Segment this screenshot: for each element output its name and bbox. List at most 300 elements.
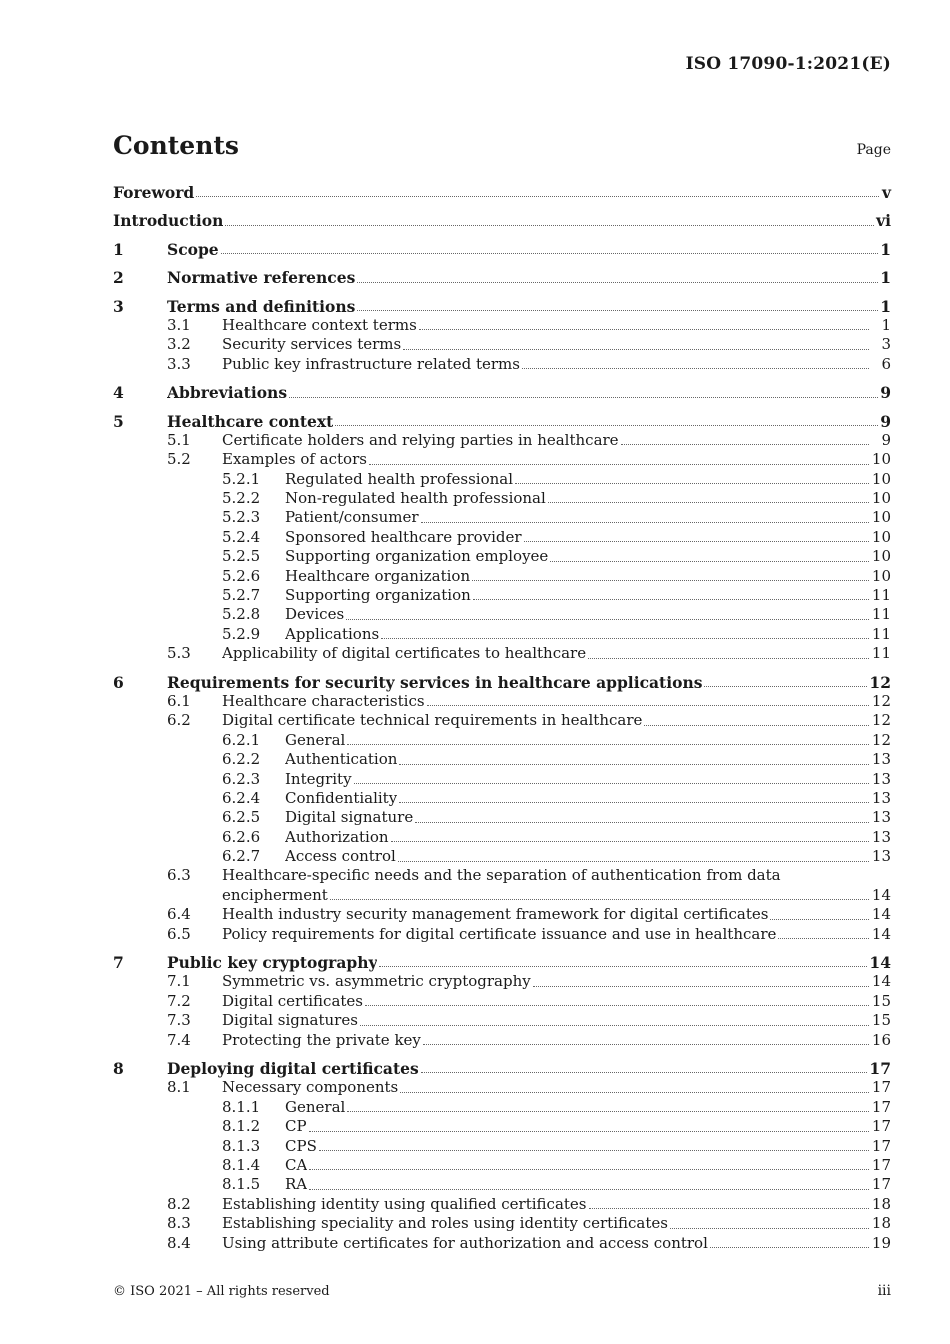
toc-entry-title: Terms and definitions	[167, 296, 356, 316]
toc-entry[interactable]	[113, 905, 891, 924]
toc-entry-title: Integrity	[285, 769, 352, 788]
toc-entry-number: 8.1.4	[222, 1155, 261, 1174]
toc-entry[interactable]	[113, 1059, 891, 1078]
toc-leader-dots	[346, 619, 869, 620]
toc-entry-title: Public key cryptography	[167, 953, 378, 973]
toc-leader-dots	[427, 705, 869, 706]
toc-entry-number-cell	[113, 808, 285, 827]
toc-entry[interactable]	[113, 750, 891, 769]
toc-entry-number-cell	[113, 953, 167, 972]
toc-entry[interactable]	[113, 183, 891, 202]
toc-leader-dots	[289, 397, 878, 398]
toc-entry-page: 14	[871, 885, 891, 904]
toc-entry-number-cell	[113, 625, 285, 644]
toc-entry-number: 4	[113, 383, 124, 403]
toc-entry-page: 14	[871, 924, 891, 943]
toc-entry-title: Devices	[285, 605, 345, 624]
toc-entry-number-cell	[113, 528, 285, 547]
toc-entry-number: 3.3	[167, 354, 191, 373]
toc-entry-page: 12	[871, 691, 891, 710]
toc-entry-page: 10	[871, 450, 891, 469]
toc-entry-page: v	[881, 182, 891, 202]
toc-entry-number-cell	[113, 1098, 285, 1117]
toc-leader-dots	[589, 1208, 870, 1209]
toc-entry-number: 8.1.5	[222, 1175, 261, 1194]
toc-leader-dots	[588, 658, 869, 659]
toc-entry-title: Establishing identity using qualified certificates	[222, 1194, 587, 1213]
toc-leader-dots	[360, 1025, 869, 1026]
toc-entry-page: 14	[871, 972, 891, 991]
toc-entry-number: 7.1	[167, 972, 191, 991]
toc-entry[interactable]	[113, 268, 891, 287]
toc-entry-title: Digital signature	[285, 808, 414, 827]
toc-leader-dots	[704, 686, 867, 687]
toc-entry-title: Digital certificate technical requirements in healthcare	[222, 711, 643, 730]
toc-entry-page: 13	[871, 750, 891, 769]
toc-entry-page: 17	[871, 1078, 891, 1097]
toc-leader-dots	[347, 1111, 869, 1112]
toc-entry-number: 7.2	[167, 991, 191, 1010]
toc-entry[interactable]	[113, 508, 891, 527]
toc-entry-number: 6.2.2	[222, 750, 261, 769]
toc-entry-number-cell	[113, 789, 285, 808]
toc-entry-title: Healthcare-specific needs and the separation of authentication from data	[222, 866, 781, 885]
toc-leader-dots	[670, 1228, 869, 1229]
toc-entry-title: Healthcare context terms	[222, 315, 417, 334]
toc-entry-title: Using attribute certificates for authorization and access control	[222, 1233, 708, 1252]
toc-entry-number-cell	[113, 1117, 285, 1136]
toc-leader-dots	[335, 425, 878, 426]
toc-entry-page: 16	[871, 1030, 891, 1049]
toc-entry[interactable]	[113, 1195, 891, 1214]
toc-leader-dots	[379, 966, 867, 967]
toc-entry[interactable]	[113, 412, 891, 431]
toc-leader-dots	[309, 1131, 869, 1132]
toc-entry[interactable]	[113, 886, 891, 905]
page-column-label: Page	[856, 142, 891, 158]
toc-leader-dots	[548, 502, 869, 503]
toc-entry-page: 18	[871, 1194, 891, 1213]
toc-entry-number: 8.1.3	[222, 1136, 261, 1155]
toc-entry-number: 8.1.2	[222, 1117, 261, 1136]
toc-entry-title: Public key infrastructure related terms	[222, 354, 520, 373]
toc-entry-page: 11	[871, 644, 891, 663]
toc-entry-page: 15	[871, 1011, 891, 1030]
toc-entry-title: Scope	[167, 239, 219, 259]
toc-entry-title: Sponsored healthcare provider	[285, 527, 522, 546]
toc-entry-number-cell	[113, 470, 285, 489]
toc-entry-title: Applications	[285, 624, 380, 643]
toc-leader-dots	[391, 841, 869, 842]
toc-entry[interactable]	[113, 450, 891, 469]
toc-entry-title: Certificate holders and relying parties in healthcare	[222, 430, 619, 449]
toc-entry-number: 3.2	[167, 335, 191, 354]
toc-leader-dots	[423, 1044, 869, 1045]
toc-entry-page: vi	[876, 211, 891, 231]
toc-entry[interactable]	[113, 1175, 891, 1194]
toc-entry-number: 6.2.4	[222, 788, 261, 807]
toc-entry-number-cell	[113, 605, 285, 624]
toc-entry-number-cell	[113, 828, 285, 847]
toc-entry-number-cell	[113, 489, 285, 508]
toc-entry-number: 2	[113, 268, 124, 288]
toc-entry-number: 6.3	[167, 866, 191, 885]
toc-leader-dots	[400, 1092, 869, 1093]
toc-entry-title: Authentication	[285, 750, 398, 769]
toc-entry-title: Supporting organization	[285, 586, 471, 605]
toc-leader-dots	[309, 1189, 869, 1190]
toc-entry-page: 13	[871, 769, 891, 788]
toc-entry-number-cell	[113, 431, 222, 450]
toc-entry[interactable]	[113, 1234, 891, 1253]
toc-entry-number-cell	[113, 1195, 222, 1214]
toc-entry-page: 10	[871, 566, 891, 585]
toc-leader-dots	[524, 541, 869, 542]
toc-entry-title: Health industry security management framework for digital certificates	[222, 905, 769, 924]
toc-entry-number: 5.1	[167, 430, 191, 449]
toc-entry-page: 15	[871, 991, 891, 1010]
toc-entry-number: 6.2.5	[222, 808, 261, 827]
toc-entry-page: 17	[871, 1175, 891, 1194]
toc-entry-number-cell	[113, 972, 222, 991]
toc-entry-title: CP	[285, 1117, 307, 1136]
toc-entry[interactable]	[113, 1117, 891, 1136]
toc-entry-number-cell	[113, 316, 222, 335]
toc-entry[interactable]	[113, 953, 891, 972]
toc-entry-number: 6	[113, 672, 124, 692]
toc-entry-number-cell	[113, 355, 222, 374]
toc-entry-number: 5.2.3	[222, 508, 261, 527]
toc-leader-dots	[225, 225, 874, 226]
toc-entry-number: 8.1.1	[222, 1097, 261, 1116]
toc-entry-title: Non-regulated health professional	[285, 489, 546, 508]
toc-entry-page: 10	[871, 527, 891, 546]
document-standard-id: ISO 17090-1:2021(E)	[685, 54, 891, 74]
toc-entry-number: 8.2	[167, 1194, 191, 1213]
toc-entry-number: 3.1	[167, 315, 191, 334]
toc-entry-number: 5.2.5	[222, 547, 261, 566]
toc-entry-number: 6.1	[167, 691, 191, 710]
toc-entry-title: Supporting organization employee	[285, 547, 549, 566]
toc-entry[interactable]	[113, 316, 891, 335]
toc-entry-number-cell	[113, 925, 222, 944]
toc-entry-number-cell	[113, 1156, 285, 1175]
toc-leader-dots	[522, 368, 869, 369]
toc-entry[interactable]	[113, 972, 891, 991]
toc-leader-dots	[472, 580, 869, 581]
toc-entry-number-cell	[113, 297, 167, 316]
toc-entry-page: 9	[881, 430, 891, 449]
toc-entry-page: 1	[880, 296, 891, 316]
toc-entry[interactable]	[113, 528, 891, 547]
toc-entry[interactable]	[113, 867, 891, 886]
toc-entry-title: Healthcare context	[167, 411, 334, 431]
toc-entry-number-cell	[113, 867, 222, 886]
toc-entry-number-cell	[113, 335, 222, 354]
footer-page-number: iii	[877, 1283, 891, 1299]
toc-entry-page: 11	[871, 624, 891, 643]
toc-entry-title: Confidentiality	[285, 788, 398, 807]
toc-entry-page: 13	[871, 827, 891, 846]
toc-entry-number-cell	[113, 508, 285, 527]
toc-entry-number-cell	[113, 586, 285, 605]
toc-leader-dots	[354, 783, 869, 784]
toc-leader-dots	[330, 899, 869, 900]
table-of-contents	[113, 183, 891, 1253]
toc-entry-number: 7	[113, 953, 124, 973]
toc-leader-dots	[319, 1150, 869, 1151]
toc-leader-dots	[621, 444, 869, 445]
toc-entry-page: 17	[871, 1117, 891, 1136]
toc-entry[interactable]	[113, 489, 891, 508]
toc-entry[interactable]	[113, 644, 891, 663]
toc-leader-dots	[357, 282, 878, 283]
toc-entry[interactable]	[113, 1137, 891, 1156]
toc-entry[interactable]	[113, 1078, 891, 1097]
toc-entry-title: Healthcare characteristics	[222, 691, 425, 710]
toc-leader-dots	[778, 938, 869, 939]
toc-leader-dots	[403, 349, 869, 350]
toc-entry[interactable]	[113, 335, 891, 354]
toc-entry-page: 10	[871, 489, 891, 508]
toc-entry-page: 11	[871, 586, 891, 605]
footer-copyright: © ISO 2021 – All rights reserved	[113, 1284, 330, 1299]
toc-entry-page: 13	[871, 847, 891, 866]
toc-leader-dots	[398, 861, 869, 862]
toc-entry-title: General	[285, 1097, 346, 1116]
toc-entry[interactable]	[113, 770, 891, 789]
toc-entry-number-cell	[113, 770, 285, 789]
toc-entry[interactable]	[113, 547, 891, 566]
toc-entry-page: 14	[871, 905, 891, 924]
toc-entry-number: 5.2.2	[222, 489, 261, 508]
toc-entry-number: 3	[113, 296, 124, 316]
toc-leader-dots	[415, 822, 869, 823]
toc-leader-dots	[369, 464, 869, 465]
toc-entry-number-cell	[113, 268, 167, 287]
toc-entry[interactable]	[113, 470, 891, 489]
toc-entry-page: 1	[880, 239, 891, 259]
toc-leader-dots	[196, 196, 879, 197]
toc-entry-page: 1	[881, 315, 891, 334]
toc-entry-title: encipherment	[222, 885, 328, 904]
toc-entry-title: Requirements for security services in healthcare applications	[167, 672, 703, 692]
toc-entry-page: 17	[871, 1097, 891, 1116]
toc-leader-dots	[399, 764, 869, 765]
toc-entry-title: Regulated health professional	[285, 469, 514, 488]
toc-entry-page: 11	[871, 605, 891, 624]
toc-entry-number: 7.3	[167, 1011, 191, 1030]
toc-entry-number-cell	[113, 731, 285, 750]
toc-leader-dots	[421, 522, 869, 523]
toc-leader-dots	[644, 725, 869, 726]
toc-entry-number: 7.4	[167, 1030, 191, 1049]
toc-entry-title: Digital signatures	[222, 1011, 358, 1030]
toc-entry-number-cell	[113, 1234, 222, 1253]
toc-entry-number-cell	[113, 450, 222, 469]
toc-leader-dots	[221, 253, 879, 254]
toc-entry-page: 18	[871, 1214, 891, 1233]
toc-entry[interactable]	[113, 847, 891, 866]
toc-leader-dots	[473, 599, 869, 600]
toc-entry[interactable]	[113, 1156, 891, 1175]
toc-entry[interactable]	[113, 211, 891, 230]
toc-leader-dots	[550, 561, 869, 562]
toc-entry-title: General	[285, 730, 346, 749]
toc-entry-title: Foreword	[113, 182, 195, 202]
toc-entry-number: 6.2	[167, 711, 191, 730]
toc-entry[interactable]	[113, 692, 891, 711]
toc-entry[interactable]	[113, 828, 891, 847]
toc-leader-dots	[309, 1169, 869, 1170]
toc-entry-number: 5	[113, 411, 124, 431]
toc-entry-page: 1	[880, 268, 891, 288]
toc-entry-page: 12	[871, 711, 891, 730]
toc-entry[interactable]	[113, 731, 891, 750]
toc-entry-number-cell	[113, 673, 167, 692]
toc-entry-number: 6.4	[167, 905, 191, 924]
toc-entry-number-cell	[113, 847, 285, 866]
toc-entry-title: Deploying digital certificates	[167, 1059, 419, 1078]
toc-entry-number: 6.2.7	[222, 847, 261, 866]
toc-entry-title: Introduction	[113, 211, 224, 231]
toc-entry-page: 12	[871, 730, 891, 749]
toc-entry-title: Policy requirements for digital certificate issuance and use in healthcare	[222, 924, 777, 943]
toc-entry[interactable]	[113, 625, 891, 644]
toc-entry-title: Digital certificates	[222, 991, 363, 1010]
toc-entry-title: Healthcare organization	[285, 566, 471, 585]
toc-entry-number: 1	[113, 239, 124, 259]
toc-entry-number-cell	[113, 547, 285, 566]
toc-entry-number: 6.2.3	[222, 769, 261, 788]
toc-entry-title: Access control	[285, 847, 396, 866]
toc-entry-number-cell	[113, 750, 285, 769]
toc-entry-number-cell	[113, 1214, 222, 1233]
toc-entry-number-cell	[113, 383, 167, 402]
toc-entry-number: 5.2.1	[222, 469, 261, 488]
toc-entry[interactable]	[113, 789, 891, 808]
toc-leader-dots	[381, 638, 869, 639]
toc-entry-number: 8	[113, 1059, 124, 1078]
toc-entry-page: 9	[880, 383, 891, 403]
toc-entry[interactable]	[113, 1011, 891, 1030]
toc-entry[interactable]	[113, 673, 891, 692]
toc-entry-number-cell	[113, 644, 222, 663]
toc-entry-number-cell	[113, 905, 222, 924]
toc-entry-number-cell	[113, 1078, 222, 1097]
toc-leader-dots	[515, 483, 869, 484]
toc-entry-page: 10	[871, 469, 891, 488]
toc-entry-title: Patient/consumer	[285, 508, 419, 527]
toc-entry-page: 6	[881, 354, 891, 373]
toc-entry[interactable]	[113, 297, 891, 316]
toc-entry-page: 3	[881, 335, 891, 354]
toc-entry-title: Protecting the private key	[222, 1030, 421, 1049]
toc-entry-number-cell	[113, 1175, 285, 1194]
toc-entry-number-cell	[113, 692, 222, 711]
toc-leader-dots	[770, 919, 869, 920]
toc-entry[interactable]	[113, 605, 891, 624]
toc-entry-title: Authorization	[285, 827, 389, 846]
toc-entry-page: 13	[871, 788, 891, 807]
toc-entry-number: 5.2	[167, 450, 191, 469]
toc-leader-dots	[419, 329, 869, 330]
toc-entry[interactable]	[113, 240, 891, 259]
toc-entry-page: 17	[871, 1136, 891, 1155]
toc-entry-number-cell	[113, 1059, 167, 1078]
toc-entry[interactable]	[113, 808, 891, 827]
toc-entry-number: 6.5	[167, 924, 191, 943]
toc-entry[interactable]	[113, 1031, 891, 1050]
toc-entry-number: 8.3	[167, 1214, 191, 1233]
toc-entry-page: 10	[871, 547, 891, 566]
toc-leader-dots	[399, 802, 869, 803]
toc-entry-number-cell	[113, 992, 222, 1011]
toc-entry-title: Necessary components	[222, 1078, 399, 1097]
toc-entry[interactable]	[113, 925, 891, 944]
toc-entry-number: 6.2.1	[222, 730, 261, 749]
toc-entry-title: Examples of actors	[222, 450, 367, 469]
toc-entry-number-cell	[113, 412, 167, 431]
toc-entry-page: 17	[869, 1059, 891, 1078]
toc-entry-page: 17	[871, 1155, 891, 1174]
toc-entry-number-cell	[113, 1011, 222, 1030]
toc-entry-title: CPS	[285, 1136, 317, 1155]
toc-entry-number: 5.2.4	[222, 527, 261, 546]
toc-entry-title: Security services terms	[222, 335, 402, 354]
toc-entry-number-cell	[113, 240, 167, 259]
toc-entry-number: 5.2.7	[222, 586, 261, 605]
toc-entry[interactable]	[113, 567, 891, 586]
toc-entry-title: Applicability of digital certificates to healthcare	[222, 644, 587, 663]
toc-entry[interactable]	[113, 1214, 891, 1233]
toc-entry-title: Abbreviations	[167, 383, 288, 403]
contents-heading: Contents	[113, 131, 240, 160]
toc-entry-page: 14	[869, 953, 891, 973]
toc-entry-number: 8.1	[167, 1078, 191, 1097]
toc-entry-number: 5.2.9	[222, 624, 261, 643]
toc-entry[interactable]	[113, 431, 891, 450]
toc-entry[interactable]	[113, 355, 891, 374]
toc-entry-number-cell	[113, 1031, 222, 1050]
toc-entry-title: Symmetric vs. asymmetric cryptography	[222, 972, 531, 991]
toc-entry-number-cell	[113, 567, 285, 586]
toc-entry-number: 5.3	[167, 644, 191, 663]
toc-entry[interactable]	[113, 1098, 891, 1117]
toc-entry-title: Establishing speciality and roles using identity certificates	[222, 1214, 668, 1233]
toc-entry-title: Normative references	[167, 268, 356, 288]
toc-leader-dots	[710, 1247, 869, 1248]
toc-entry[interactable]	[113, 383, 891, 402]
toc-leader-dots	[347, 744, 869, 745]
toc-entry-number-cell	[113, 1137, 285, 1156]
toc-entry-page: 19	[871, 1233, 891, 1252]
toc-entry-title: RA	[285, 1175, 308, 1194]
toc-entry-number: 6.2.6	[222, 827, 261, 846]
toc-entry-page: 12	[869, 672, 891, 692]
toc-entry-number: 8.4	[167, 1233, 191, 1252]
toc-leader-dots	[357, 310, 878, 311]
toc-entry[interactable]	[113, 711, 891, 730]
toc-leader-dots	[421, 1072, 868, 1073]
toc-entry-page: 13	[871, 808, 891, 827]
toc-leader-dots	[365, 1005, 869, 1006]
toc-entry[interactable]	[113, 992, 891, 1011]
toc-entry-page: 10	[871, 508, 891, 527]
toc-entry[interactable]	[113, 586, 891, 605]
toc-entry-number: 5.2.8	[222, 605, 261, 624]
toc-entry-number-cell	[113, 886, 222, 905]
